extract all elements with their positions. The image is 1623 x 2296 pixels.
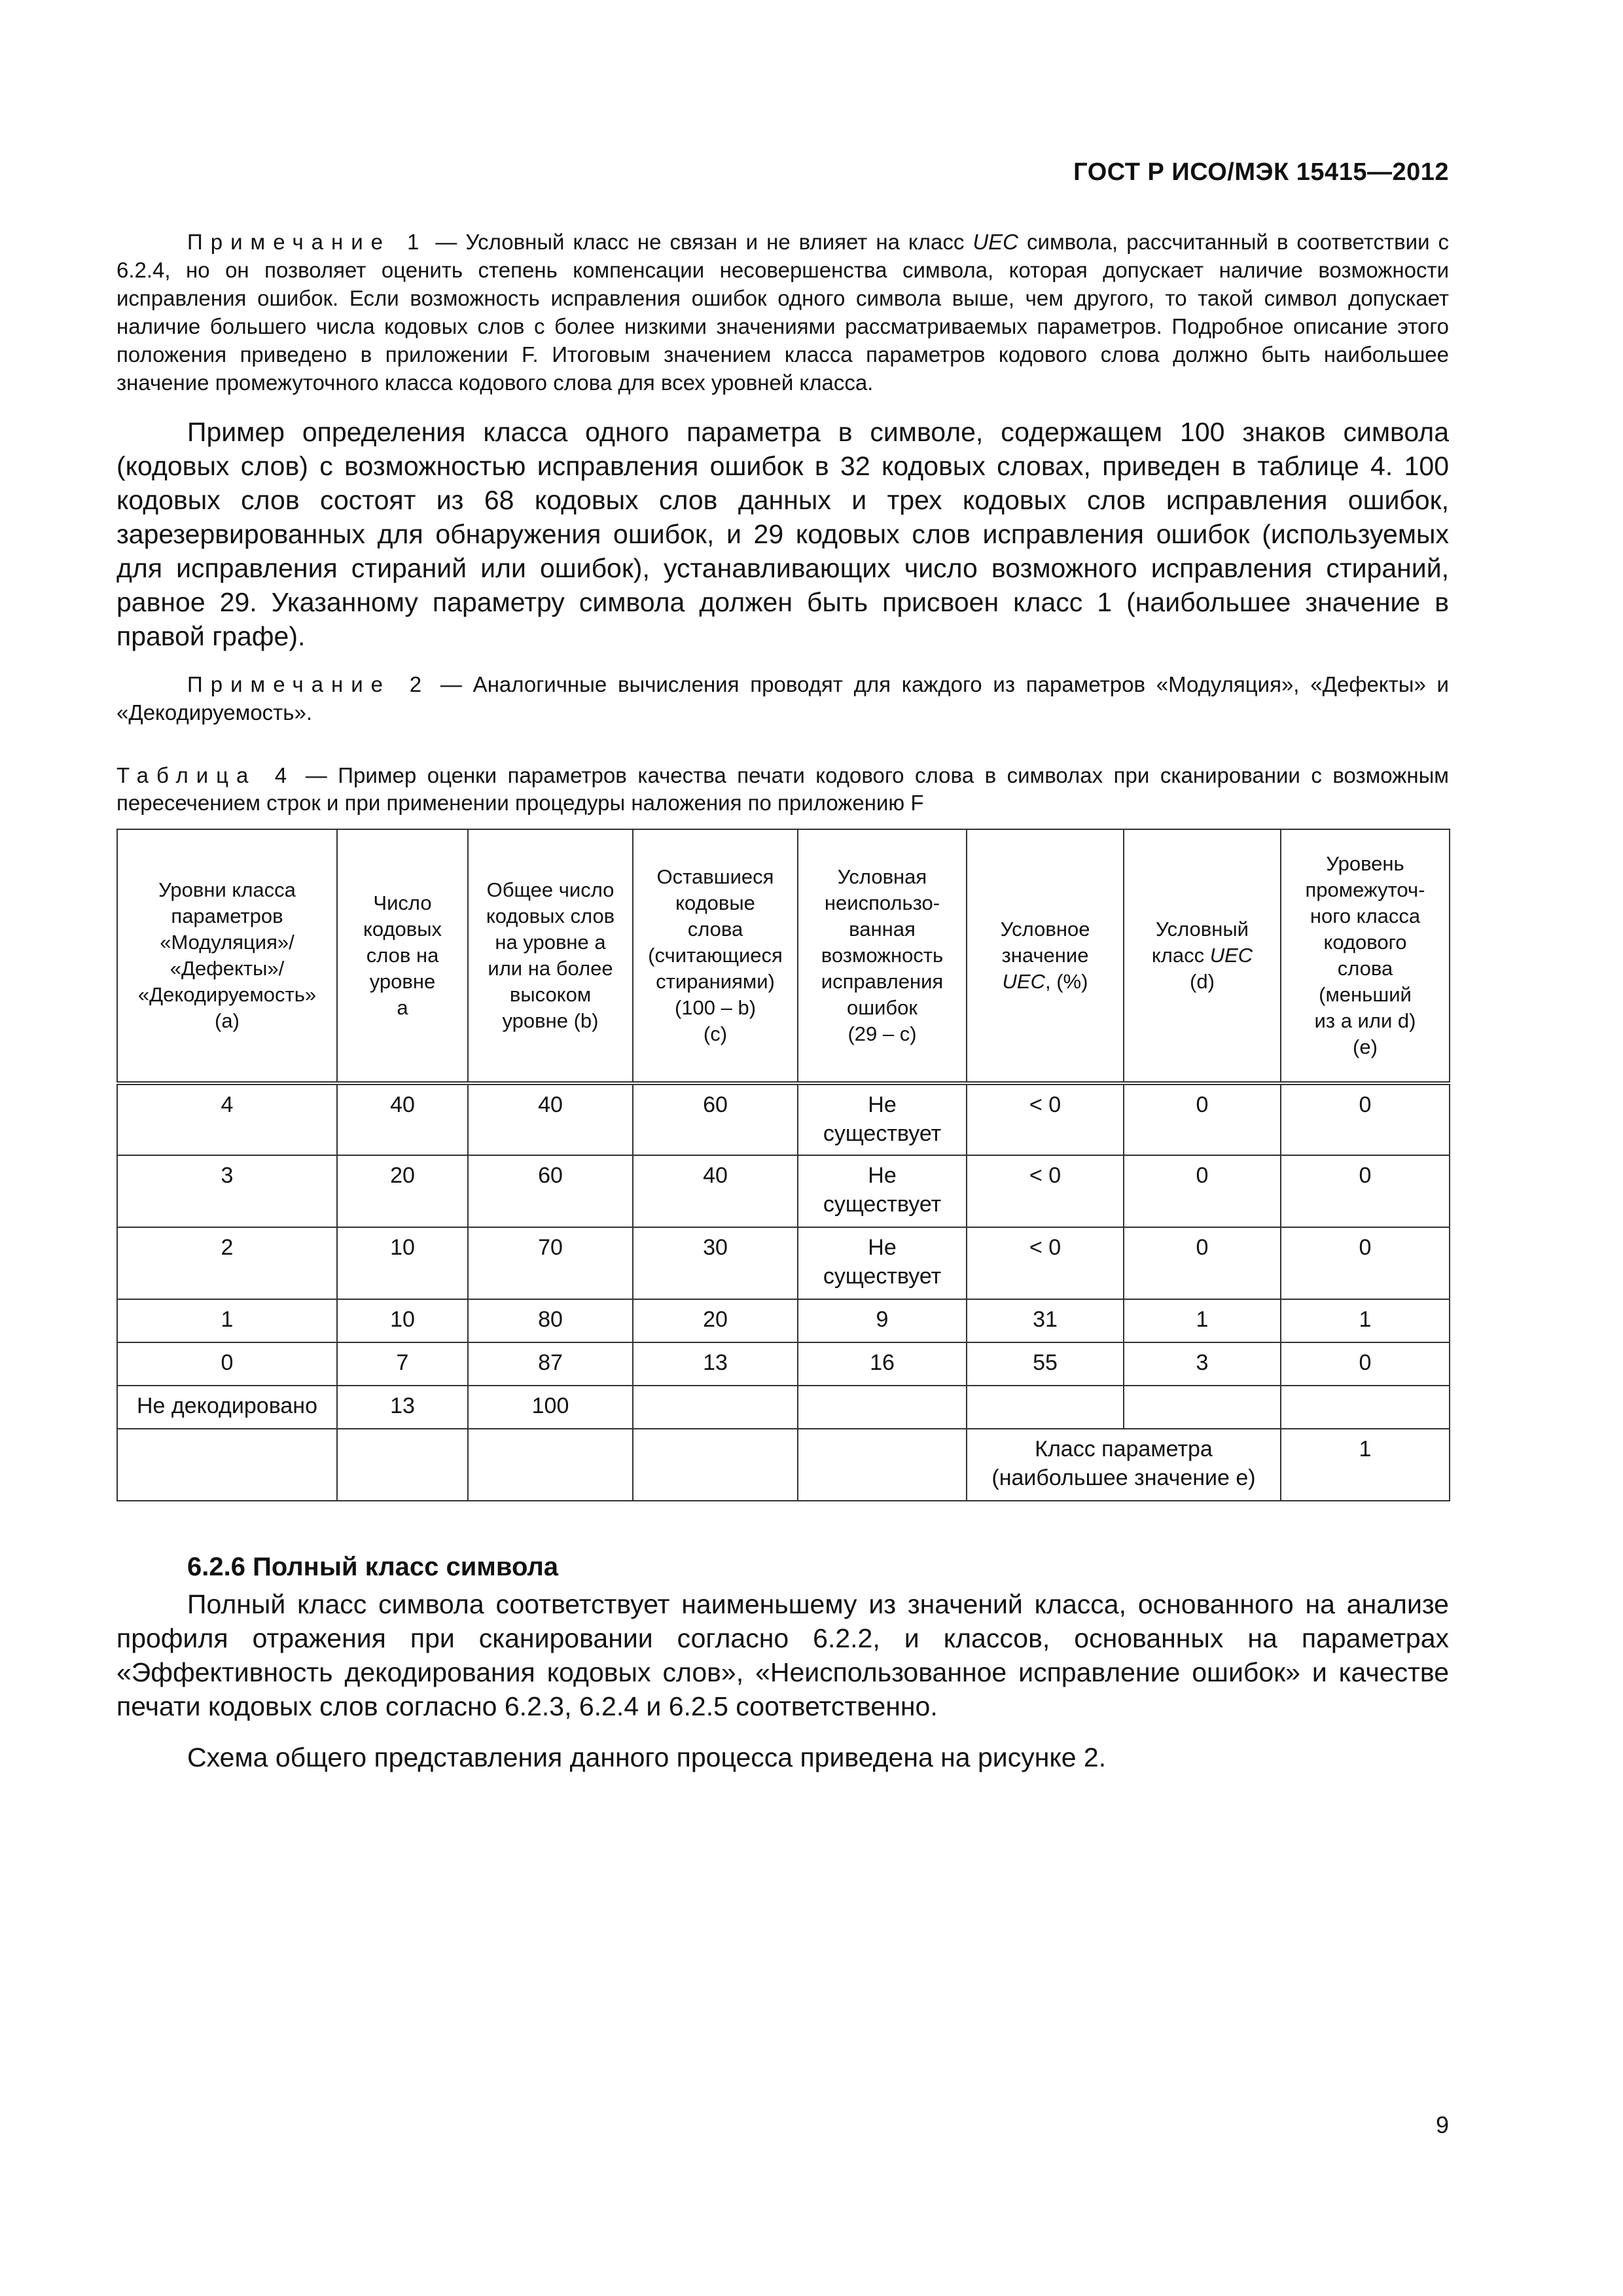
- note-2-label: Примечание 2: [187, 672, 430, 696]
- summary-value: 1: [1281, 1429, 1450, 1501]
- table-row: 0 7 87 13 16 55 3 0: [117, 1342, 1450, 1386]
- header-remaining-c: Оставшиеся кодовые слова (считающиеся стираниями) (100 – b) (с): [633, 829, 798, 1083]
- note-1-italic: UEC: [972, 230, 1019, 254]
- table-row: 2 10 70 30 Не существует < 0 0 0: [117, 1227, 1450, 1299]
- page-content: [116, 228, 1449, 1791]
- table-caption-label: Таблица 4: [116, 763, 295, 787]
- section-paragraph-1: Полный класс символа соответствует наименьшему из значений класса, основанного на анализе профиля отражения при сканировании согласно 6.2.2, и классов, основанных на параметрах «Эффективность декодирования кодовых слов», «Неиспользованное исправление ошибок» и качестве печати кодовых слов согласно 6.2.3, 6.2.4 и 6.2.5 соответственно.: [116, 1589, 1449, 1721]
- table-caption-text: — Пример оценки параметров качества печати кодового слова в символах при сканировании с возможным пересечением строк и при применении процедуры наложения по приложению F: [116, 763, 1449, 815]
- table-row: 3 20 60 40 Не существует < 0 0 0: [117, 1155, 1450, 1227]
- section-title: 6.2.6 Полный класс символа: [187, 1552, 559, 1581]
- table-row: Не декодировано 13 100: [117, 1386, 1450, 1429]
- header-unused-correction: Условная неиспользо- ванная возможность исправления ошибок (29 – с): [798, 829, 967, 1083]
- parameter-grade-table: [116, 829, 1450, 1501]
- summary-label: Класс параметра (наибольшее значение е): [967, 1429, 1281, 1501]
- header-uec-value: Условное значение UEC, (%): [967, 829, 1124, 1083]
- note-2: [116, 670, 1449, 726]
- table-header-row: [117, 829, 1450, 1083]
- page-number: 9: [1435, 2111, 1449, 2138]
- note-1: [116, 228, 1449, 397]
- note-1-text-before: — Условный класс не связан и не влияет на класс: [427, 230, 973, 254]
- table-summary-row: [117, 1429, 1450, 1501]
- section-paragraph-2: Схема общего представления данного процесса приведена на рисунке 2.: [187, 1742, 1107, 1772]
- header-count: Число кодовых слов на уровне а: [337, 829, 468, 1083]
- note-2-text: — Аналогичные вычисления проводят для каждого из параметров «Модуляция», «Дефекты» и «Декодируемость».: [116, 672, 1449, 725]
- table-row: 1 10 80 20 9 31 1 1: [117, 1299, 1450, 1342]
- header-total-b: Общее число кодовых слов на уровне а или на более высоком уровне (b): [468, 829, 633, 1083]
- table-row: 4 40 40 60 Не существует < 0 0 0: [117, 1083, 1450, 1155]
- note-1-label: Примечание 1: [187, 230, 427, 254]
- standard-id: ГОСТ Р ИСО/МЭК 15415—2012: [1073, 158, 1449, 186]
- example-paragraph: Пример определения класса одного параметра в символе, содержащем 100 знаков символа (кодовых слов) с возможностью исправления ошибок в 32 кодовых словах, приведен в таблице 4. 100 кодовых слов состоят из 68 кодовых слов данных и трех кодовых слов исправления ошибок, зарезервированных для обнаружения ошибок, и 29 кодовых слов исправления ошибок (используемых для исправления стираний или ошибок), устанавливающих число возможного исправления стираний, равное 29. Указанному параметру символа должен быть присвоен класс 1 (наибольшее значение в правой графе).: [116, 417, 1449, 651]
- note-1-text-after: символа, рассчитанный в соответствии с 6.2.4, но он позволяет оценить степень компенсации несовершенства символа, которая допускает наличие возможности исправления ошибок. Если возможность исправления ошибок одного символа выше, чем другого, то такой символ допускает наличие большего числа кодовых слов с более низкими значениями рассматриваемых параметров. Подробное описание этого положения приведено в приложении F. Итоговым значением класса параметров кодового слова должно быть наибольшее значение промежуточного класса кодового слова для всех уровней класса.: [116, 230, 1450, 395]
- header-intermediate-e: Уровень промежуточ- ного класса кодового слова (меньший из а или d) (е): [1281, 829, 1450, 1083]
- header-uec-grade-d: Условный класс UEC (d): [1124, 829, 1281, 1083]
- table-caption: [116, 762, 1449, 817]
- header-level-a: Уровни класса параметров «Модуляция»/ «Дефекты»/ «Декодируемость» (а): [117, 829, 337, 1083]
